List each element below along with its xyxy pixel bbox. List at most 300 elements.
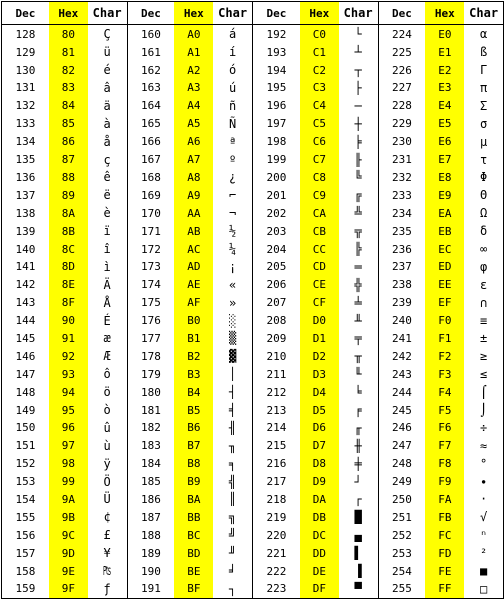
dec-cell: 132 <box>15 99 36 113</box>
hex-cell: 99 <box>61 475 75 489</box>
hex-cell: CE <box>312 278 326 292</box>
hex-cell: AD <box>187 260 201 274</box>
char-cell: ó <box>228 63 237 78</box>
hex-cell: 8D <box>61 260 75 274</box>
dec-cell: 179 <box>141 367 161 381</box>
hex-cell: 86 <box>61 135 75 149</box>
dec-cell: 168 <box>141 170 161 184</box>
char-cell: ∙ <box>479 474 488 489</box>
hex-cell: A4 <box>187 99 201 113</box>
char-cell: ┤ <box>228 385 237 400</box>
dec-cell: 224 <box>392 27 412 41</box>
dec-cell: 251 <box>392 510 412 524</box>
char-cell: ╪ <box>354 456 362 471</box>
hex-cell: B9 <box>187 475 201 489</box>
hex-cell: A7 <box>187 153 201 167</box>
dec-cell: 158 <box>15 564 36 578</box>
dec-cell: 198 <box>266 135 287 149</box>
dec-cell: 128 <box>15 27 36 41</box>
hex-cell: ED <box>438 260 452 274</box>
hex-cell: C3 <box>312 81 326 95</box>
hex-cell: D6 <box>312 421 326 435</box>
hex-cell: 8C <box>61 242 75 256</box>
hex-cell: E2 <box>438 63 452 77</box>
hex-cell: 98 <box>61 457 75 471</box>
hex-cell: FF <box>438 582 452 596</box>
char-cell: ╫ <box>354 438 362 453</box>
hex-cell: A6 <box>187 135 201 149</box>
char-cell: ê <box>103 170 111 185</box>
char-cell: ╒ <box>354 403 362 418</box>
dec-cell: 157 <box>15 546 36 560</box>
hex-cell: 9B <box>61 510 75 524</box>
dec-column <box>253 2 300 598</box>
char-cell: ° <box>479 456 488 471</box>
dec-cell: 139 <box>15 224 36 238</box>
hex-cell: A1 <box>187 45 201 59</box>
char-cell: Γ <box>479 63 488 78</box>
char-cell: ⌐ <box>228 188 237 203</box>
dec-cell: 167 <box>141 153 161 167</box>
dec-cell: 203 <box>266 224 287 238</box>
char-cell: σ <box>479 116 488 131</box>
hex-cell: E9 <box>438 188 452 202</box>
hex-cell: AC <box>187 242 201 256</box>
char-cell: ╨ <box>354 313 362 328</box>
dec-cell: 131 <box>15 81 36 95</box>
char-cell: ¥ <box>103 546 111 561</box>
hex-column-header: Hex <box>49 2 88 25</box>
hex-cell: A3 <box>187 81 201 95</box>
dec-cell: 245 <box>392 403 412 417</box>
char-cell: ╡ <box>228 403 237 418</box>
char-cell: £ <box>103 528 111 543</box>
hex-cell: D5 <box>312 403 326 417</box>
dec-cell: 205 <box>266 260 287 274</box>
hex-cell: BD <box>187 546 201 560</box>
dec-cell: 140 <box>15 242 36 256</box>
char-cell: ß <box>479 45 488 60</box>
char-cell: ì <box>103 259 111 274</box>
dec-cell: 149 <box>15 403 36 417</box>
char-cell: ╓ <box>354 420 362 435</box>
dec-cell: 166 <box>141 135 161 149</box>
hex-cell: B1 <box>187 331 201 345</box>
dec-cell: 236 <box>392 242 412 256</box>
char-cell: ┼ <box>354 116 362 131</box>
hex-cell: C8 <box>312 170 326 184</box>
dec-cell: 171 <box>141 224 161 238</box>
dec-column-header: Dec <box>253 2 300 25</box>
dec-cell: 130 <box>15 63 36 77</box>
char-cell: ε <box>479 277 488 292</box>
dec-column <box>379 2 426 598</box>
char-column-header: Char <box>213 2 252 25</box>
char-cell: ╚ <box>354 170 362 185</box>
dec-cell: 240 <box>392 314 412 328</box>
hex-cell: B3 <box>187 367 201 381</box>
hex-cell: F9 <box>438 475 452 489</box>
dec-cell: 244 <box>392 385 412 399</box>
hex-cell: 9D <box>61 546 75 560</box>
hex-cell: C5 <box>312 117 326 131</box>
hex-cell: AB <box>187 224 201 238</box>
char-cell: ╖ <box>228 438 237 453</box>
char-cell: ░ <box>228 313 237 328</box>
hex-cell: A9 <box>187 188 201 202</box>
hex-cell: F3 <box>438 367 452 381</box>
char-cell: ½ <box>228 224 237 239</box>
dec-cell: 174 <box>141 278 161 292</box>
char-cell: ╗ <box>228 510 237 525</box>
hex-cell: D2 <box>312 349 326 363</box>
hex-cell: DA <box>312 492 326 506</box>
char-cell: ± <box>479 331 488 346</box>
char-cell: Æ <box>103 349 111 364</box>
dec-cell: 221 <box>266 546 287 560</box>
hex-cell: AE <box>187 278 201 292</box>
dec-cell: 144 <box>15 314 36 328</box>
dec-cell: 230 <box>392 135 412 149</box>
char-cell: ÿ <box>103 456 111 471</box>
dec-cell: 137 <box>15 188 36 202</box>
char-cell: ï <box>103 224 111 239</box>
dec-cell: 187 <box>141 510 161 524</box>
hex-cell: 8E <box>61 278 75 292</box>
hex-cell: FA <box>438 492 452 506</box>
char-cell: ╢ <box>228 420 237 435</box>
char-column-header: Char <box>339 2 378 25</box>
hex-column <box>425 2 464 598</box>
char-cell: Φ <box>479 170 488 185</box>
dec-cell: 163 <box>141 81 161 95</box>
dec-cell: 141 <box>15 260 36 274</box>
hex-cell: D3 <box>312 367 326 381</box>
dec-cell: 147 <box>15 367 36 381</box>
char-cell: ╜ <box>228 546 237 561</box>
dec-column <box>128 2 175 598</box>
dec-cell: 138 <box>15 206 36 220</box>
hex-cell: E5 <box>438 117 452 131</box>
char-cell: ┘ <box>354 474 362 489</box>
char-cell: ▓ <box>228 349 237 364</box>
char-cell: ╕ <box>228 456 237 471</box>
char-cell: í <box>228 45 237 60</box>
char-cell: ╞ <box>354 134 362 149</box>
char-cell: ∞ <box>479 242 488 256</box>
hex-cell: F1 <box>438 331 452 345</box>
dec-cell: 185 <box>141 475 161 489</box>
hex-cell: EF <box>438 296 452 310</box>
dec-cell: 232 <box>392 170 412 184</box>
char-cell: ü <box>103 45 111 60</box>
hex-cell: 8B <box>61 224 75 238</box>
dec-cell: 243 <box>392 367 412 381</box>
char-cell: ö <box>103 385 111 400</box>
hex-column-header: Hex <box>300 2 339 25</box>
char-column <box>339 2 378 598</box>
char-cell: ≤ <box>479 367 488 382</box>
hex-cell: B0 <box>187 314 201 328</box>
char-cell: ▀ <box>354 581 362 596</box>
hex-cell: AA <box>187 206 201 220</box>
hex-cell: D0 <box>312 314 326 328</box>
dec-cell: 189 <box>141 546 161 560</box>
dec-column-header: Dec <box>379 2 426 25</box>
hex-cell: BE <box>187 564 201 578</box>
char-cell: ▌ <box>354 546 362 561</box>
hex-cell: FC <box>438 528 452 542</box>
table-group-1 <box>2 2 128 598</box>
char-column <box>88 2 127 598</box>
hex-cell: A2 <box>187 63 201 77</box>
hex-cell: E1 <box>438 45 452 59</box>
char-cell: Ç <box>103 27 111 42</box>
char-cell: ¡ <box>228 259 237 274</box>
hex-cell: CC <box>312 242 326 256</box>
hex-cell: A8 <box>187 170 201 184</box>
hex-column-header: Hex <box>425 2 464 25</box>
char-cell: ╙ <box>354 367 362 382</box>
dec-cell: 160 <box>141 27 161 41</box>
char-cell: ² <box>479 546 488 561</box>
hex-cell: DE <box>312 564 326 578</box>
hex-cell: BA <box>187 492 201 506</box>
char-cell: ╥ <box>354 349 362 364</box>
char-cell: û <box>103 420 111 435</box>
char-cell: α <box>479 27 488 42</box>
dec-cell: 218 <box>266 492 287 506</box>
char-cell: ╟ <box>354 152 362 167</box>
hex-column <box>174 2 213 598</box>
char-cell: ù <box>103 438 111 453</box>
char-cell: ñ <box>228 98 237 113</box>
hex-cell: 85 <box>61 117 75 131</box>
char-cell: ╣ <box>228 474 237 489</box>
dec-cell: 201 <box>266 188 287 202</box>
hex-cell: 80 <box>61 27 75 41</box>
char-cell: Ω <box>479 206 488 221</box>
hex-cell: 96 <box>61 421 75 435</box>
dec-cell: 249 <box>392 475 412 489</box>
hex-cell: CD <box>312 260 326 274</box>
char-column <box>213 2 252 598</box>
char-cell: ║ <box>228 492 237 507</box>
dec-cell: 195 <box>266 81 287 95</box>
dec-cell: 247 <box>392 439 412 453</box>
hex-cell: B2 <box>187 349 201 363</box>
char-cell: » <box>228 295 237 310</box>
hex-cell: DB <box>312 510 326 524</box>
char-cell: · <box>479 492 488 507</box>
dec-cell: 136 <box>15 170 36 184</box>
hex-cell: 91 <box>61 331 75 345</box>
char-cell: â <box>103 80 111 95</box>
char-cell: ≡ <box>479 313 488 328</box>
dec-cell: 242 <box>392 349 412 363</box>
hex-cell: B4 <box>187 385 201 399</box>
hex-cell: 81 <box>61 45 75 59</box>
char-cell: ¢ <box>103 510 111 525</box>
char-cell: ⌡ <box>479 403 488 418</box>
dec-cell: 217 <box>266 475 287 489</box>
hex-cell: E7 <box>438 153 452 167</box>
dec-cell: 145 <box>15 331 36 345</box>
dec-cell: 135 <box>15 153 36 167</box>
char-cell: ╠ <box>354 242 362 256</box>
hex-cell: E8 <box>438 170 452 184</box>
hex-cell: A0 <box>187 27 201 41</box>
hex-column-header: Hex <box>174 2 213 25</box>
char-cell: ╧ <box>354 295 362 310</box>
char-cell: ¿ <box>228 170 237 185</box>
hex-cell: D1 <box>312 331 326 345</box>
dec-cell: 154 <box>15 492 36 506</box>
char-cell: ⁿ <box>479 528 488 543</box>
char-cell: µ <box>479 134 488 149</box>
char-cell: ▐ <box>354 564 362 579</box>
char-cell: å <box>103 134 111 149</box>
char-cell: ┐ <box>228 581 237 596</box>
dec-cell: 252 <box>392 528 412 542</box>
hex-cell: BB <box>187 510 201 524</box>
hex-cell: F0 <box>438 314 452 328</box>
hex-cell: CF <box>312 296 326 310</box>
char-column-header: Char <box>464 2 503 25</box>
char-cell: ú <box>228 80 237 95</box>
dec-cell: 226 <box>392 63 412 77</box>
char-cell: ô <box>103 367 111 382</box>
table-group-2 <box>128 2 254 598</box>
dec-cell: 151 <box>15 439 36 453</box>
hex-cell: C4 <box>312 99 326 113</box>
dec-cell: 178 <box>141 349 161 363</box>
hex-cell: E4 <box>438 99 452 113</box>
dec-cell: 234 <box>392 206 412 220</box>
dec-cell: 211 <box>266 367 287 381</box>
hex-cell: E3 <box>438 81 452 95</box>
dec-cell: 202 <box>266 206 287 220</box>
dec-cell: 199 <box>266 153 287 167</box>
hex-cell: 90 <box>61 314 75 328</box>
dec-cell: 150 <box>15 421 36 435</box>
dec-cell: 188 <box>141 528 161 542</box>
char-cell: ¼ <box>228 242 237 256</box>
hex-cell: 93 <box>61 367 75 381</box>
char-cell: à <box>103 116 111 131</box>
hex-cell: 8A <box>61 206 75 220</box>
char-cell: ┌ <box>354 492 362 507</box>
char-cell: ▄ <box>354 528 362 543</box>
char-cell: « <box>228 277 237 292</box>
char-cell: ╘ <box>354 385 362 400</box>
hex-cell: DC <box>312 528 326 542</box>
hex-cell: E6 <box>438 135 452 149</box>
hex-cell: EA <box>438 206 452 220</box>
dec-cell: 183 <box>141 439 161 453</box>
dec-cell: 177 <box>141 331 161 345</box>
char-cell: ≥ <box>479 349 488 364</box>
char-cell: Ö <box>103 474 111 489</box>
dec-cell: 143 <box>15 296 36 310</box>
hex-cell: EE <box>438 278 452 292</box>
char-cell: ╔ <box>354 188 362 203</box>
dec-cell: 133 <box>15 117 36 131</box>
ascii-table <box>1 1 504 599</box>
dec-cell: 213 <box>266 403 287 417</box>
char-cell: ë <box>103 188 111 203</box>
hex-cell: 82 <box>61 63 75 77</box>
char-cell: ┴ <box>354 45 362 60</box>
dec-cell: 246 <box>392 421 412 435</box>
char-cell: Ä <box>103 277 111 292</box>
char-cell: └ <box>354 27 362 42</box>
dec-cell: 208 <box>266 314 287 328</box>
hex-cell: C9 <box>312 188 326 202</box>
dec-cell: 229 <box>392 117 412 131</box>
char-cell: ƒ <box>103 581 111 596</box>
hex-cell: 87 <box>61 153 75 167</box>
dec-cell: 228 <box>392 99 412 113</box>
hex-cell: 8F <box>61 296 75 310</box>
char-cell: ─ <box>354 98 362 113</box>
dec-column <box>2 2 49 598</box>
char-cell: Å <box>103 295 111 310</box>
dec-cell: 197 <box>266 117 287 131</box>
char-cell: ╩ <box>354 206 362 221</box>
hex-cell: B8 <box>187 457 201 471</box>
table-group-4 <box>379 2 504 598</box>
dec-cell: 181 <box>141 403 161 417</box>
hex-cell: 92 <box>61 349 75 363</box>
dec-cell: 219 <box>266 510 287 524</box>
dec-cell: 254 <box>392 564 412 578</box>
dec-cell: 210 <box>266 349 287 363</box>
hex-cell: DF <box>312 582 326 596</box>
hex-cell: C1 <box>312 45 326 59</box>
char-cell: ╬ <box>354 277 362 292</box>
dec-cell: 170 <box>141 206 161 220</box>
char-cell: ¬ <box>228 206 237 221</box>
dec-cell: 231 <box>392 153 412 167</box>
dec-cell: 235 <box>392 224 412 238</box>
char-cell: ç <box>103 152 111 167</box>
dec-cell: 206 <box>266 278 287 292</box>
hex-cell: E0 <box>438 27 452 41</box>
hex-cell: 97 <box>61 439 75 453</box>
dec-cell: 169 <box>141 188 161 202</box>
hex-cell: FE <box>438 564 452 578</box>
dec-cell: 237 <box>392 260 412 274</box>
dec-cell: 129 <box>15 45 36 59</box>
hex-cell: EC <box>438 242 452 256</box>
hex-cell: DD <box>312 546 326 560</box>
table-group-3 <box>253 2 379 598</box>
hex-column <box>49 2 88 598</box>
dec-cell: 175 <box>141 296 161 310</box>
hex-cell: C2 <box>312 63 326 77</box>
dec-cell: 255 <box>392 582 412 596</box>
hex-cell: EB <box>438 224 452 238</box>
char-cell: ÷ <box>479 420 488 435</box>
char-cell: ═ <box>354 259 362 274</box>
dec-cell: 153 <box>15 475 36 489</box>
hex-cell: F2 <box>438 349 452 363</box>
char-cell: √ <box>479 510 488 525</box>
dec-cell: 155 <box>15 510 36 524</box>
hex-cell: 88 <box>61 170 75 184</box>
dec-cell: 209 <box>266 331 287 345</box>
